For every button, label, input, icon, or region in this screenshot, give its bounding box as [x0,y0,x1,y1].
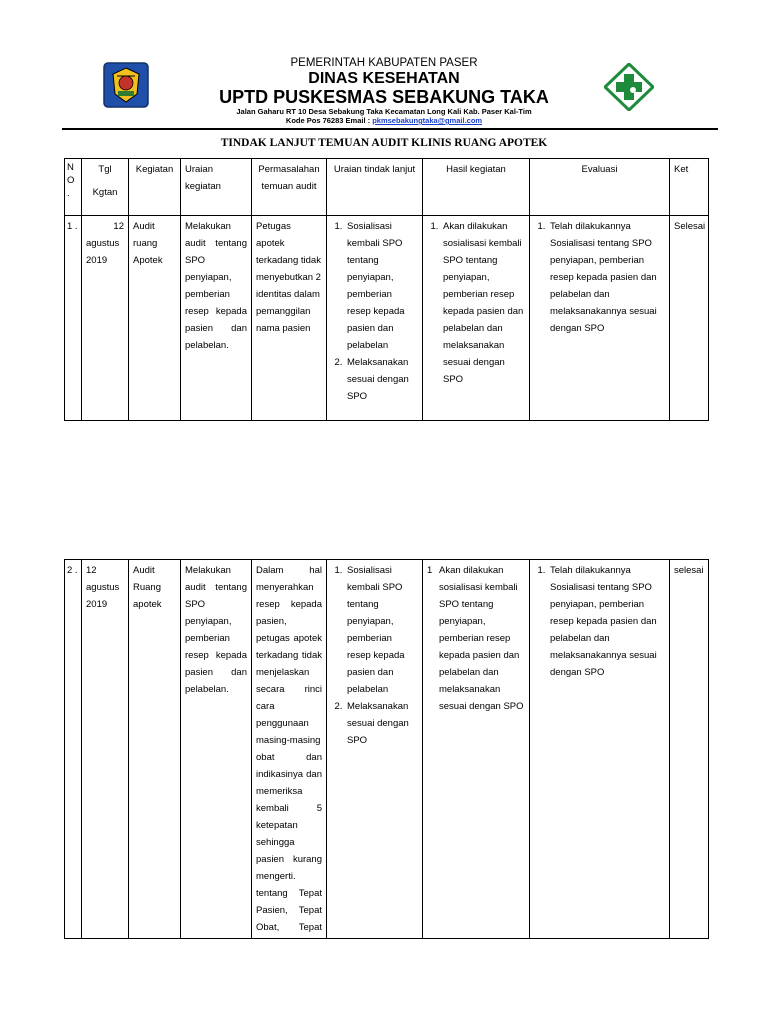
row-permasalahan: Petugas apotek terkadang tidak menyebutkan 2 identitas dalam pemanggilan nama pasien [252,216,327,421]
audit-table-2 [64,559,709,939]
evaluasi-item: 1. Telah dilakukannya Sosialisasi tentang SPO penyiapan, pemberian resep kepada pasien dan pelabelan dan melaksanakannya sesuai dengan SPO [548,218,665,337]
tindak-item: 1. Sosialisasi kembali SPO tentang penyiapan, pemberian resep kepada pasien dan pelabelan [345,562,418,698]
postal-email [0,116,768,125]
header-uraian: Uraian kegiatan [181,159,252,216]
puskesmas-logo-icon [604,63,654,111]
header-hasil: Hasil kegiatan [423,159,530,216]
hasil-item [427,562,525,715]
audit-table-1 [64,158,709,421]
hasil-text: Akan dilakukan sosialisasi kembali SPO tentang penyiapan, pemberian resep kepada pasien dan pelabelan dan melaksanakan sesuai dengan SPO [439,565,524,712]
address: Jalan Gaharu RT 10 Desa Sebakung Taka Kecamatan Long Kali Kab. Paser Kal-Tim [236,107,532,116]
row-tindak-lanjut [327,216,423,421]
row-tindak-lanjut [327,560,423,939]
row-hasil [423,560,530,939]
row-tgl: 12 agustus 2019 [82,216,129,421]
table-header-row [65,159,709,216]
table-row [65,560,709,939]
header-evaluasi: Evaluasi [530,159,670,216]
header-permasalahan: Permasalahan temuan audit [252,159,327,216]
header-kegiatan: Kegiatan [129,159,181,216]
header-tgl: Tgl Kgtan [82,159,129,216]
row-tgl: 12 agustus 2019 [82,560,129,939]
row-ket: Selesai [670,216,709,421]
puskesmas-name: UPTD PUSKESMAS SEBAKUNG TAKA [219,87,549,107]
email-link[interactable]: pkmsebakungtaka@gmail.com [372,116,483,125]
row-kegiatan: Audit Ruang apotek [129,560,181,939]
evaluasi-item: 1. Telah dilakukannya Sosialisasi tentang SPO penyiapan, pemberian resep kepada pasien dan pelabelan dan melaksanakannya sesuai dengan SPO [548,562,665,681]
tindak-item: 2. Melaksanakan sesuai dengan SPO [345,354,418,405]
row-no: 1 . [65,216,82,421]
postal-code-text: Kode Pos 76283 Email : [285,116,373,125]
row-permasalahan: Dalam hal menyerahkan resep kepada pasien, petugas apotek terkadang tidak menjelaskan secara rinci cara penggunaan masing-masing obat dan indikasinya dan memeriksa kembali 5 ketepatan sehingga pasien kurang mengerti. tentang Tepat Pasien, Tepat Obat, Tepat [252,560,327,939]
hasil-number: 1 [427,565,433,576]
office-name: DINAS KESEHATAN [308,70,460,87]
header-no: N O . [65,159,82,216]
row-kegiatan: Audit ruang Apotek [129,216,181,421]
letterhead-divider [62,128,718,130]
row-evaluasi [530,216,670,421]
header-ket: Ket [670,159,709,216]
row-ket: selesai [670,560,709,939]
hasil-item: 1. Akan dilakukan sosialisasi kembali SPO tentang penyiapan, pemberian resep kepada pasien dan pelabelan dan melaksanakan sesuai dengan SPO [441,218,525,388]
row-uraian: Melakukan audit tentang SPO penyiapan, pemberian resep kepada pasien dan pelabelan. [181,216,252,421]
tindak-item: 1. Sosialisasi kembali SPO tentang penyiapan, pemberian resep kepada pasien dan pelabelan [345,218,418,354]
government-name: PEMERINTAH KABUPATEN PASER [290,57,478,69]
row-no: 2 . [65,560,82,939]
tindak-item: 2. Melaksanakan sesuai dengan SPO [345,698,418,749]
row-evaluasi [530,560,670,939]
letterhead [0,0,768,140]
document-title: TINDAK LANJUT TEMUAN AUDIT KLINIS RUANG APOTEK [220,137,548,149]
header-tindak-lanjut: Uraian tindak lanjut [327,159,423,216]
table-row [65,216,709,421]
row-uraian: Melakukan audit tentang SPO penyiapan, pemberian resep kepada pasien dan pelabelan. [181,560,252,939]
row-hasil [423,216,530,421]
